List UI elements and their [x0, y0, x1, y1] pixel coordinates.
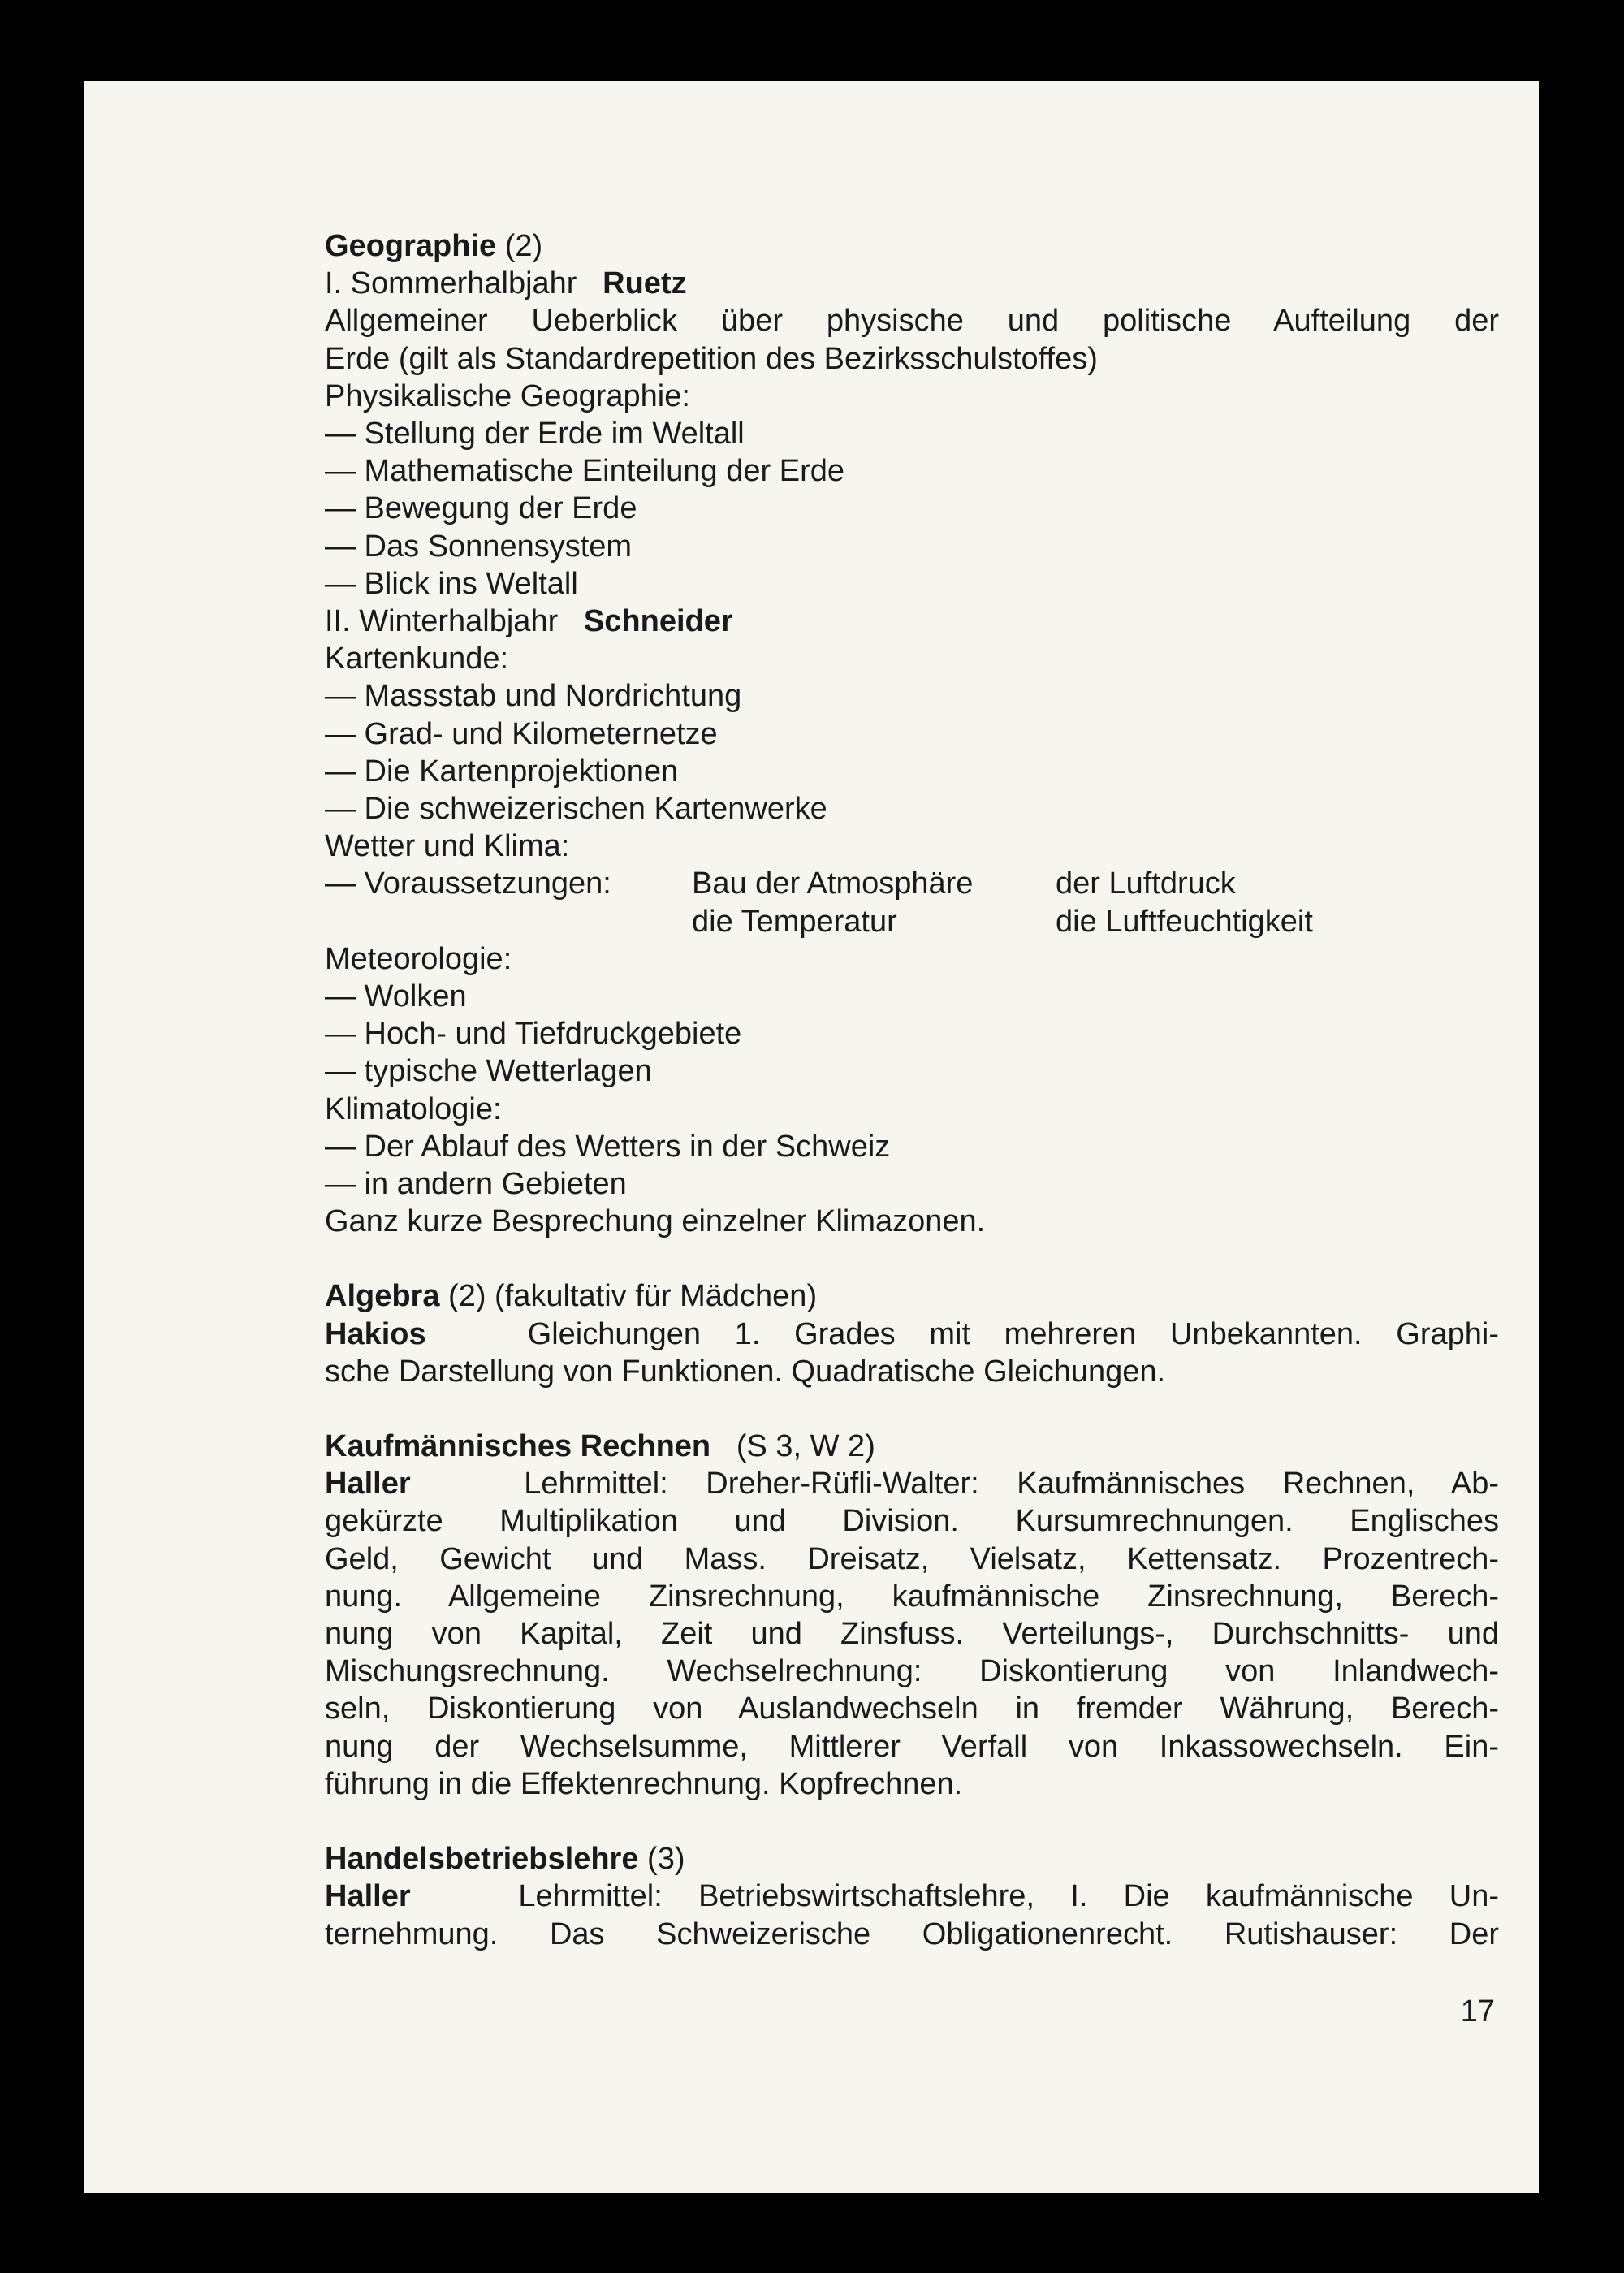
- handel-text: Lehrmittel: Betriebswirtschaftslehre, I. Die kaufmännische Un-: [518, 1879, 1499, 1914]
- paragraph-line: seln, Diskontierung von Auslandwechseln in fremder Währung, Berech-: [325, 1692, 1499, 1726]
- list-item: — Das Sonnensystem: [325, 529, 633, 564]
- page-content: [325, 227, 1499, 1953]
- page-number: 17: [1460, 1994, 1495, 2029]
- geographie-intro-line2: Erde (gilt als Standardrepetition des Bezirksschulstoffes): [325, 341, 1098, 376]
- handel-teacher: Haller: [325, 1879, 411, 1914]
- physical-title: Physikalische Geographie:: [325, 378, 690, 413]
- semester1-label: I. Sommerhalbjahr: [325, 266, 577, 301]
- algebra-hours: (2) (fakultativ für Mädchen): [439, 1279, 818, 1314]
- document-page: [84, 81, 1539, 2193]
- paragraph-line: führung in die Effektenrechnung. Kopfrechnen.: [325, 1766, 963, 1801]
- list-item: — Hoch- und Tiefdruckgebiete: [325, 1017, 742, 1052]
- rechnen-hours: (S 3, W 2): [736, 1429, 875, 1464]
- semester2-label: II. Winterhalbjahr: [325, 604, 559, 639]
- geographie-closing: Ganz kurze Besprechung einzelner Klimazonen.: [325, 1204, 986, 1239]
- prereq-col3-item: der Luftdruck: [1056, 866, 1236, 901]
- paragraph-line: gekürzte Multiplikation und Division. Kursumrechnungen. Englisches: [325, 1504, 1499, 1539]
- list-item: — Massstab und Nordrichtung: [325, 679, 742, 714]
- semester2-line: [325, 603, 1499, 640]
- rechnen-line1: [325, 1465, 1499, 1502]
- list-item: — Stellung der Erde im Weltall: [325, 417, 745, 452]
- weather-title: Wetter und Klima:: [325, 829, 570, 864]
- list-item: — typische Wetterlagen: [325, 1054, 652, 1089]
- list-item: — Grad- und Kilometernetze: [325, 716, 718, 751]
- list-item: — Blick ins Weltall: [325, 566, 578, 601]
- semester2-teacher: Schneider: [583, 604, 733, 639]
- section-gap: [325, 1390, 1499, 1428]
- algebra-heading: [325, 1277, 1499, 1315]
- prereq-row-2: [325, 903, 1499, 940]
- paragraph-line: nung der Wechselsumme, Mittlerer Verfall von Inkassowechseln. Ein-: [325, 1729, 1499, 1764]
- handel-heading: [325, 1840, 1499, 1878]
- paragraph-line: Geld, Gewicht und Mass. Dreisatz, Vielsatz, Kettensatz. Prozentrech-: [325, 1541, 1499, 1576]
- prereq-label: — Voraussetzungen:: [325, 866, 611, 901]
- algebra-title: Algebra: [325, 1279, 440, 1314]
- clima-title: Klimatologie:: [325, 1091, 502, 1126]
- list-item: — Der Ablauf des Wetters in der Schweiz: [325, 1129, 891, 1164]
- semester1-line: [325, 265, 1499, 302]
- handel-hours: (3): [638, 1842, 685, 1877]
- semester1-teacher: Ruetz: [603, 266, 687, 301]
- handel-line1: [325, 1878, 1499, 1915]
- meteo-title: Meteorologie:: [325, 941, 512, 976]
- prereq-row-1: [325, 865, 1499, 902]
- paragraph-line: Mischungsrechnung. Wechselrechnung: Diskontierung von Inlandwech-: [325, 1654, 1499, 1689]
- list-item: — Wolken: [325, 979, 467, 1014]
- list-item: — Die schweizerischen Kartenwerke: [325, 792, 827, 827]
- rechnen-title: Kaufmännisches Rechnen: [325, 1429, 711, 1464]
- section-gap: [325, 1803, 1499, 1840]
- algebra-text: Gleichungen 1. Grades mit mehreren Unbekannten. Graphi-: [527, 1316, 1499, 1351]
- prereq-col2-item: die Temperatur: [692, 904, 897, 939]
- algebra-line1: [325, 1316, 1499, 1353]
- section-gap: [325, 1240, 1499, 1277]
- geographie-heading: [325, 227, 1499, 265]
- list-item: — Mathematische Einteilung der Erde: [325, 454, 844, 489]
- rechnen-text: Lehrmittel: Dreher-Rüfli-Walter: Kaufmännisches Rechnen, Ab-: [524, 1467, 1499, 1502]
- list-item: — Die Kartenprojektionen: [325, 754, 679, 789]
- handel-title: Handelsbetriebslehre: [325, 1842, 639, 1877]
- prereq-col3-item: die Luftfeuchtigkeit: [1056, 904, 1313, 939]
- algebra-teacher: Hakios: [325, 1316, 426, 1351]
- prereq-col2-item: Bau der Atmosphäre: [692, 866, 974, 901]
- handel-line2: ternehmung. Das Schweizerische Obligationenrecht. Rutishauser: Der: [325, 1916, 1499, 1951]
- algebra-line2: sche Darstellung von Funktionen. Quadratische Gleichungen.: [325, 1354, 1166, 1389]
- geographie-title: Geographie: [325, 229, 497, 263]
- paragraph-line: nung von Kapital, Zeit und Zinsfuss. Verteilungs-, Durchschnitts- und: [325, 1617, 1499, 1652]
- geographie-intro-line1: Allgemeiner Ueberblick über physische und politische Aufteilung der: [325, 304, 1499, 339]
- paragraph-line: nung. Allgemeine Zinsrechnung, kaufmännische Zinsrechnung, Berech-: [325, 1579, 1499, 1614]
- list-item: — in andern Gebieten: [325, 1167, 627, 1202]
- list-item: — Bewegung der Erde: [325, 491, 637, 526]
- rechnen-heading: [325, 1428, 1499, 1465]
- geographie-hours: (2): [496, 229, 543, 263]
- maps-title: Kartenkunde:: [325, 642, 509, 676]
- rechnen-teacher: Haller: [325, 1467, 411, 1502]
